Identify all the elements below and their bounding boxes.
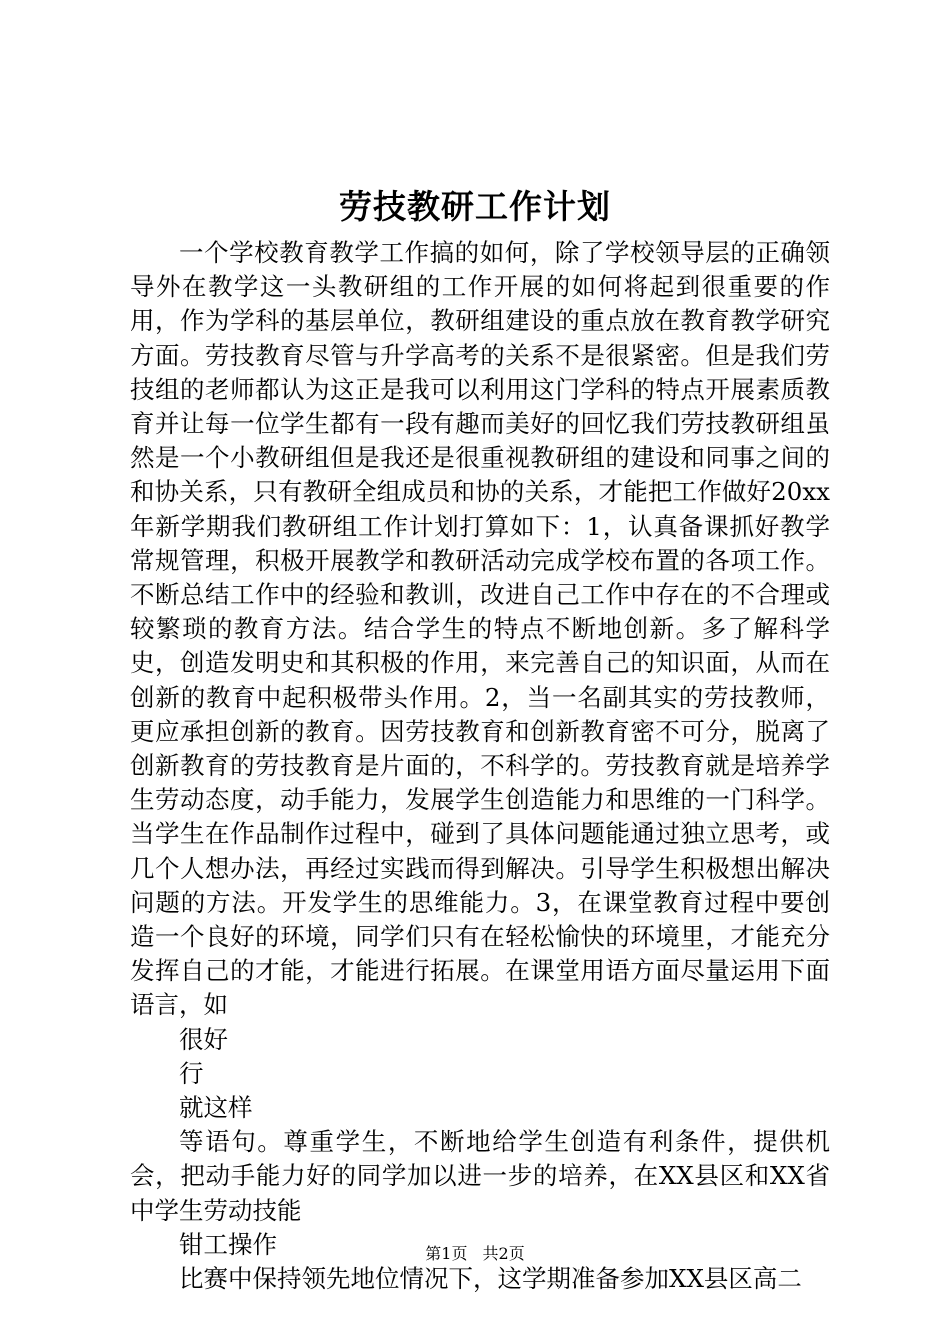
document-body [130, 236, 830, 1296]
paragraph-phrase-like-this: 就这样 [179, 1093, 253, 1123]
paragraph-phrase-good: 很好 [179, 1024, 228, 1054]
paragraph-respect-students: 等语句。尊重学生，不断地给学生创造有利条件，提供机会，把动手能力好的同学加以进一步的培养，在XX县区和XX省中学生劳动技能 [130, 1127, 830, 1225]
document-title: 劳技教研工作计划 [339, 187, 611, 226]
paragraph-competition: 比赛中保持领先地位情况下，这学期准备参加XX县区高二 [179, 1264, 802, 1294]
paragraph-fitter-operation: 钳工操作 [179, 1229, 277, 1259]
paragraph-intro: 一个学校教育教学工作搞的如何，除了学校领导层的正确领导外在教学这一头教研组的工作开展的如何将起到很重要的作用，作为学科的基层单位，教研组建设的重点放在教育教学研究方面。劳技教育尽管与升学高考的关系不是很紧密。但是我们劳技组的老师都认为这正是我可以利用这门学科的特点开展素质教育并让每一位学生都有一段有趣而美好的回忆我们劳技教研组虽然是一个小教研组但是我还是很重视教研组的建设和同事之间的和协关系，只有教研全组成员和协的关系，才能把工作做好20xx年新学期我们教研组工作计划打算如下：1，认真备课抓好教学常规管理，积极开展教学和教研活动完成学校布置的各项工作。不断总结工作中的经验和教训，改进自己工作中存在的不合理或较繁琐的教育方法。结合学生的特点不断地创新。多了解科学史，创造发明史和其积极的作用，来完善自己的知识面，从而在创新的教育中起积极带头作用。2，当一名副其实的劳技教师，更应承担创新的教育。因劳技教育和创新教育密不可分，脱离了创新教育的劳技教育是片面的，不科学的。劳技教育就是培养学生劳动态度，动手能力，发展学生创造能力和思维的一门科学。当学生在作品制作过程中，碰到了具体问题能通过独立思考，或几个人想办法，再经过实践而得到解决。引导学生积极想出解决问题的方法。开发学生的思维能力。3，在课堂教育过程中要创造一个良好的环境，同学们只有在轻松愉快的环境里，才能充分发挥自己的才能，才能进行拓展。在课堂用语方面尽量运用下面语言，如 [130, 238, 830, 1020]
paragraph-phrase-ok: 行 [179, 1058, 204, 1088]
page-total: 共2页 [482, 1244, 525, 1263]
page-footer [0, 1242, 950, 1266]
page-number: 第1页 [425, 1244, 468, 1263]
